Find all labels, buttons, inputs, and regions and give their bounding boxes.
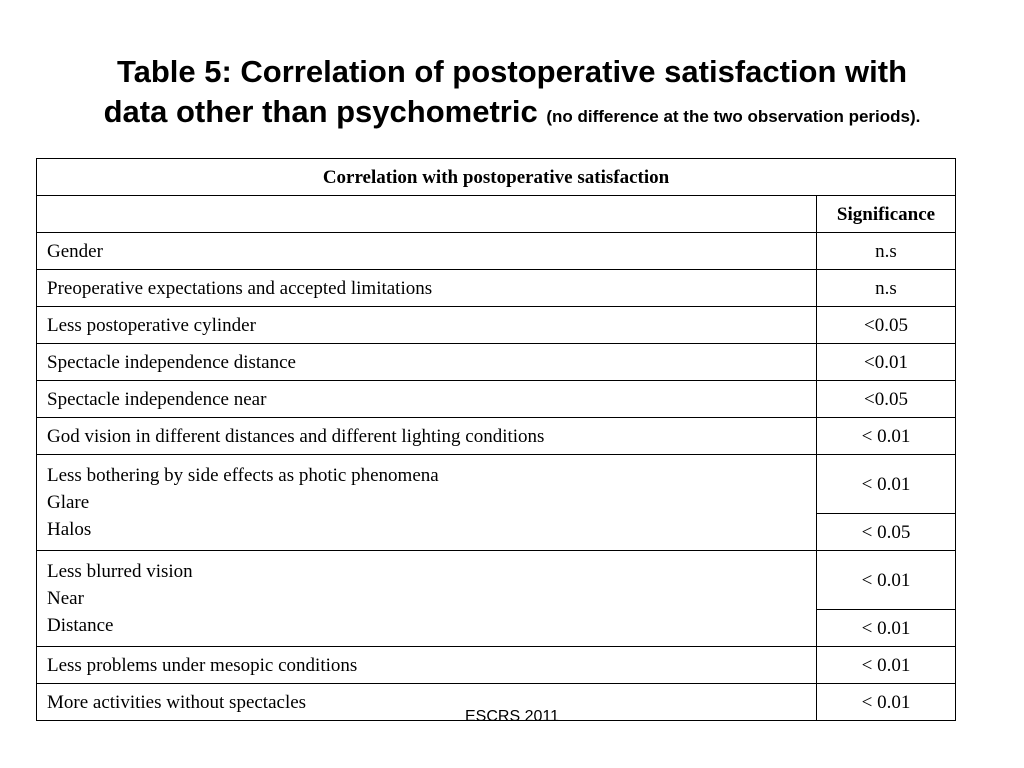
row-label: God vision in different distances and different lighting conditions [37,418,817,455]
title-line-2 [0,92,1024,137]
correlation-table [36,158,956,721]
column-header-row [37,196,956,233]
table-row [37,647,956,684]
slide-title [0,52,1024,137]
group-value-2: < 0.01 [817,610,956,647]
group-value-2: < 0.05 [817,514,956,551]
group-value-1: < 0.01 [817,551,956,610]
group-row-blurred [37,551,956,610]
group-label-blurred [37,551,817,647]
row-label: Less postoperative cylinder [37,307,817,344]
row-label: Gender [37,233,817,270]
row-label: More activities without spectacles [37,684,817,721]
row-value: n.s [817,270,956,307]
row-value: < 0.01 [817,647,956,684]
row-label: Preoperative expectations and accepted limitations [37,270,817,307]
group-sub-1: Glare [47,492,90,513]
table-header: Correlation with postoperative satisfaction [37,159,956,196]
group-sub-1: Near [47,588,84,609]
empty-header-cell [37,196,817,233]
group-row-photic [37,455,956,514]
row-label: Spectacle independence distance [37,344,817,381]
table-row [37,233,956,270]
group-sub-2: Distance [47,615,114,636]
row-value: <0.05 [817,381,956,418]
table-row [37,418,956,455]
title-note: (no difference at the two observation periods). [546,107,921,126]
row-label: Less problems under mesopic conditions [37,647,817,684]
group-label-photic [37,455,817,551]
group-sub-2: Halos [47,519,92,540]
row-value: < 0.01 [817,418,956,455]
title-line-1: Table 5: Correlation of postoperative satisfaction with [116,54,908,89]
significance-header: Significance [817,196,956,233]
group-title: Less blurred vision [47,561,193,582]
row-value: <0.01 [817,344,956,381]
row-value: <0.05 [817,307,956,344]
title-line-2-text: data other than psychometric [103,94,538,129]
footer-text: ESCRS 2011 [465,708,559,725]
group-value-1: < 0.01 [817,455,956,514]
row-label: Spectacle independence near [37,381,817,418]
table-row [37,381,956,418]
table-row [37,344,956,381]
table-header-row [37,159,956,196]
group-title: Less bothering by side effects as photic phenomena [47,465,439,486]
row-value: < 0.01 [817,684,956,721]
table-row [37,307,956,344]
table-row [37,270,956,307]
row-value: n.s [817,233,956,270]
